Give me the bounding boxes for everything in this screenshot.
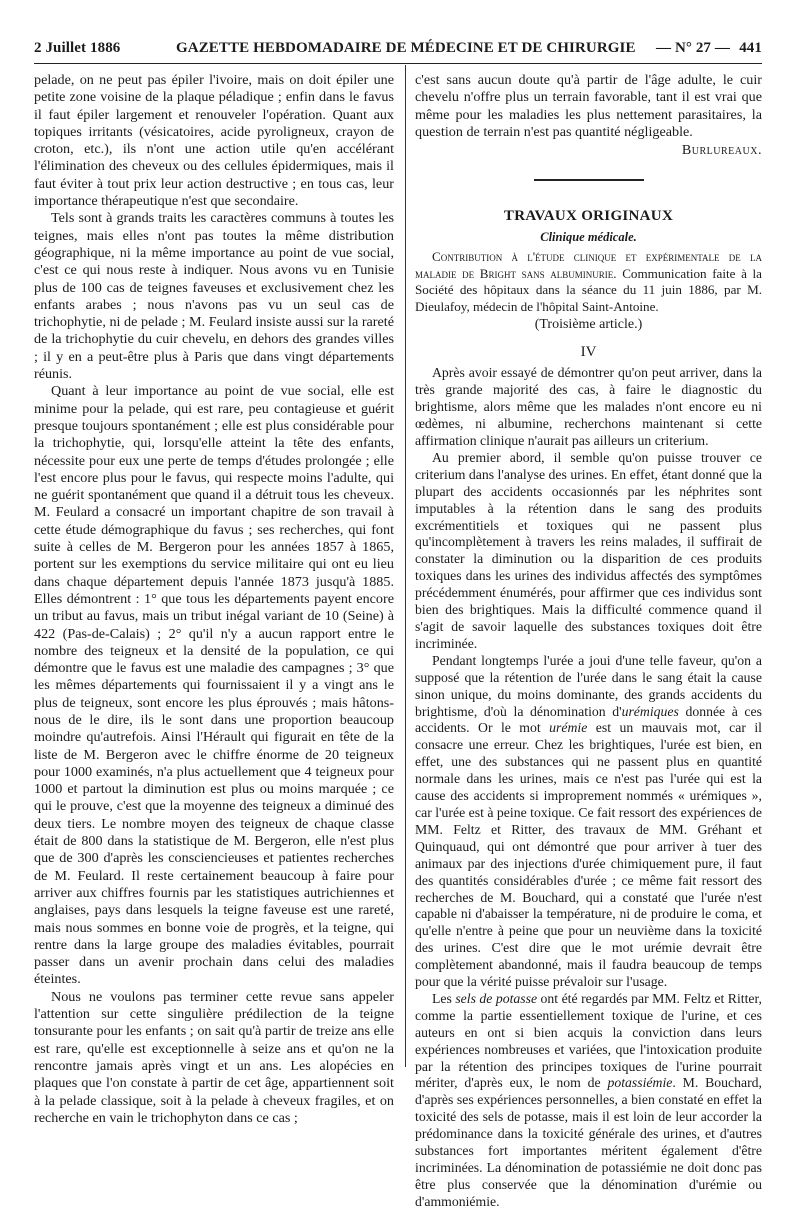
paragraph: c'est sans aucun doute qu'à partir de l'âge adulte, le cuir chevelu n'offre plus un terrain favorable, tant il est vrai que même pour les maladies les plus nettement parasitaires, la question de terrain n'est pas quantité négligeable. bbox=[415, 72, 762, 140]
section-subtitle: Clinique médicale. bbox=[540, 230, 637, 245]
header-issue-number: — N° 27 — bbox=[656, 40, 730, 56]
author-signature: Burlureaux. bbox=[681, 142, 762, 159]
header-page-number: 441 bbox=[739, 40, 762, 56]
header-journal-title: GAZETTE HEBDOMADAIRE DE MÉDECINE ET DE CHIRURGIE bbox=[176, 40, 636, 56]
italic-term: urémiques bbox=[621, 703, 679, 719]
paragraph: Quant à leur importance au point de vue social, elle est minime pour la pelade, qui est rare, peu contagieuse et guérit presque toujours spontanément ; elle est plus considérable pour la trichophytie, qui, lorsqu'elle atteint la tête des enfants, nécessite pour eux une perte de temps d'études prolongée ; elle l'est encore plus pour le favus, qui respecte moins l'adulte, qui ne guérit spontanément que quand il a détruit tous les cheveux. M. Feulard a consacré un important chapitre de son travail à cette étude démographique du favus ; ses recherches, qui font suite à celles de M. Bergeron pour les années 1857 à 1865, portent sur les exemptions du service militaire qui ont eu lieu dans chaque département depuis l'année 1873 jusqu'à 1885. Elles démontrent : 1° que tous les départements payent encore un tribut au favus, mais un tribut inégal variant de 10 (Seine) à 422 (Pas-de-Calais) ; 2° qu'il n'y a aucun rapport entre le nombre des teigneux et la densité de la population, ce qui démontre que le favus est une maladie des campagnes ; 3° que les mêmes départements qui fournissaient il y a vingt ans le plus de teigneux, sont encore les plus éprouvés ; mais hâtons-nous de le dire, ils le sont dans une proportion beaucoup moindre qu'autrefois. Ainsi l'Hérault qui figurait en tête de la liste de M. Bergeron avec le chiffre énorme de 20 teigneux pour 1000 examinés, n'a plus actuellement que 4 teigneux pour 1000 et partout la diminution est plus ou moins marquée ; ce qui le prouve, c'est que la moyenne des teigneux a diminué des deux tiers. Le nombre moyen des teigneux de chaque classe était de 800 dans la statistique de M. Bergeron, elle n'est plus que de 300 d'après les consciencieuses et patientes recherches de M. Feulard. Il reste certainement beaucoup à faire pour arriver aux chiffres fournis par les statistiques autrichiennes et anglaises, pays dans lesquels la teigne faveuse est une rareté, mais nous sommes en bonne voie de progrès, et la teigne, qui rentre dans la large groupe des maladies évitables, pourrait passer dans un avenir prochain dans celui des maladies éteintes. bbox=[34, 383, 394, 988]
article-title-rest: Communication faite à la Société des hôpitaux dans la séance du 11 juin 1886, par M. Dieulafoy, médecin de l'hôpital Saint-Antoine. bbox=[415, 265, 762, 314]
article-title-main: Contribution à l'étude clinique et expérimentale de la maladie de Bright sans albuminurie. bbox=[415, 249, 762, 281]
italic-term: sels de potasse bbox=[455, 990, 538, 1006]
text-run: est un mauvais mot, car il consacre une erreur. Chez les brightiques, l'urée est bien, en effet, une des substances qui ne passent plus en quantité normale dans les urines, mais ce n'est pas l'urée qui est la cause des accidents si improprement nommés « urémiques », car l'urée est à peine toxique. Ce fait ressort des expériences de MM. Feltz et Ritter, des travaux de MM. Gréhant et Quinquaud, qui ont démontré que pour arriver à tuer des animaux par des injections d'urée chimiquement pure, il faut des quantités considérables d'urée ; ce même fait ressort des recherches de M. Bouchard, qui a constaté que l'urée n'est capable ni d'abaisser la température, ni de produire le coma, et qu'elle n'entre à peine que pour un neuvième dans la toxicité des urines. C'est dire que le mot urémie devrait être complètement abandonné, mais il faudra beaucoup de temps pour que la vérité puisse prévaloir sur l'usage. bbox=[415, 720, 762, 990]
paragraph: Au premier abord, il semble qu'on puisse trouver ce criterium dans l'analyse des urines. En effet, étant donné que la plupart des accidents occasionnés par les néphrites sont imputables à la rétention dans le sang des produits excrémentitiels et toxiques qui ne passent plus qu'incomplètement à travers les reins malades, il suffirait de constater la diminution ou la disparition de ces produits toxiques dans les urines des individus affectés des symptômes précédemment énumérés, pour affirmer que ces individus sont bien des brightiques. Mais la difficulté commence quand il s'agit de savoir laquelle des substances toxiques doit être incriminée. bbox=[415, 449, 762, 651]
italic-term: urémie bbox=[549, 720, 588, 736]
column-divider bbox=[405, 65, 406, 1067]
paragraph: pelade, on ne peut pas épiler l'ivoire, mais on doit épiler une petite zone voisine de la plaque péladique ; enfin dans le favus il faut épiler largement et renouveler l'opération. Quant aux topiques irritants (vésicatoires, acide pyroligneux, crayon de croton, etc.), ils n'ont une action utile qu'en accélérant l'élimination des cheveux ou des cellules épidermiques, mais il faut éviter à tout prix leur action destructive ; en tous cas, leur importance thérapeutique n'est que secondaire. bbox=[34, 72, 394, 210]
left-column bbox=[34, 72, 394, 1127]
paragraph: Après avoir essayé de démontrer qu'on peut arriver, dans la très grande majorité des cas, à faire le diagnostic du brightisme, alors même que les malades n'ont encore eu ni œdèmes, ni albumine, recherchons maintenant si cette affirmation clinique n'aurait pas ailleurs un criterium. bbox=[415, 365, 762, 449]
text-run: ont été regardés par MM. Feltz et Ritter, comme la partie essentiellement toxique de l'urine, et ces auteurs en ont si bien acquis la conviction dans leurs expériences nombreuses et variées, que l'intoxication produite par la rétention des principes toxiques de l'urine pourrait mériter, d'après eux, le nom de bbox=[415, 990, 762, 1091]
text-run: donnée à ces accidents. Or le mot bbox=[415, 703, 762, 736]
running-header bbox=[34, 38, 762, 58]
text-run: . M. Bouchard, d'après ses expériences personnelles, a bien constaté en effet la toxicité des sels de potasse, mais il est loin de leur accorder la prédominance dans la toxicité générale des urines, et d'autres substances fort importantes méritent également d'être incriminées. La dénomination de potassiémie ne doit donc pas être plus conservée que la dénomination d'urémie ou d'ammoniémie. bbox=[415, 1075, 762, 1209]
section-title: TRAVAUX ORIGINAUX bbox=[503, 208, 674, 225]
header-date: 2 Juillet 1886 bbox=[34, 40, 121, 56]
part-number: IV bbox=[580, 344, 597, 361]
text-run: Les bbox=[432, 990, 456, 1006]
paragraph: Nous ne voulons pas terminer cette revue sans appeler l'attention sur cette singulière prédilection de la teigne tonsurante pour les enfants ; on sait qu'à partir de treize ans elle est rare, qu'elle est exceptionnelle à seize ans et qu'on ne la rencontre jamais après vingt et un ans. Les alopécies en plaques que l'on constate à partir de cet âge, appartiennent soit à la pelade classique, soit à la pelade à cheveux fragiles, et on recherche en vain le trichophyton dans ce cas ; bbox=[34, 988, 394, 1126]
header-rule bbox=[34, 63, 762, 64]
article-title bbox=[415, 249, 762, 315]
paragraph bbox=[415, 653, 762, 991]
paragraph bbox=[415, 991, 762, 1211]
text-run: Pendant longtemps l'urée a joui d'une telle faveur, qu'on a supposé que la rétention de l'urée dans le sang était la cause sinon unique, du moins dominante, des grands accidents du brightisme, d'où la dénomination d' bbox=[415, 652, 762, 719]
right-column bbox=[415, 72, 762, 1211]
italic-term: potassiémie bbox=[607, 1075, 673, 1091]
paragraph: Tels sont à grands traits les caractères communs à toutes les teignes, mais elles n'ont pas toutes la même distribution géographique, ni la même importance au point de vue social, c'est ce qui nous reste à indiquer. Nous avons vu en Tunisie plus de 100 cas de teignes faveuses et exclusivement chez les enfants arabes ; nous n'avons pas vu un seul cas de trichophytie, ni de pelade ; M. Feulard insiste aussi sur la rareté de la trichophytie du cuir chevelu, en dehors des grandes villes ; il y en a peut-être plus à Paris que dans vingt départements réunis. bbox=[34, 210, 394, 383]
section-separator bbox=[534, 179, 644, 181]
article-note: (Troisième article.) bbox=[534, 317, 643, 333]
